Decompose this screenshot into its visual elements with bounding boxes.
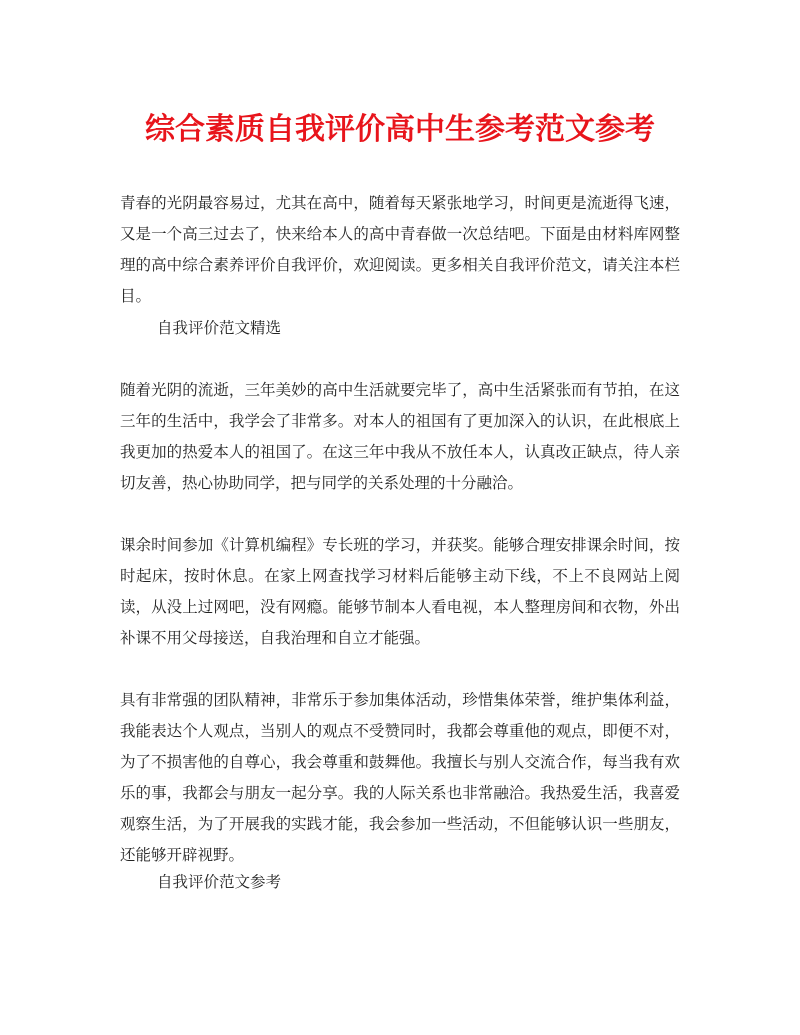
document-title: 综合素质自我评价高中生参考范文参考 — [145, 112, 655, 147]
body-paragraph: 课余时间参加《计算机编程》专长班的学习，并获奖。能够合理安排课余时间，按时起床，按时休息。在家上网查找学习材料后能够主动下线，不上不良网站上阅读，从没上过网吧，没有网瘾。能够节制本人看电视，本人整理房间和衣物，外出补课不用父母接送，自我治理和自立才能强。 — [120, 536, 680, 647]
section-heading-selected-samples: 自我评价范文精选 — [157, 319, 282, 337]
body-paragraph: 随着光阴的流逝，三年美妙的高中生活就要完毕了，高中生活紧张而有节拍，在这三年的生活中，我学会了非常多。对本人的祖国有了更加深入的认识，在此根底上我更加的热爱本人的祖国了。在这三年中我从不放任本人，认真改正缺点，待人亲切友善，热心协助同学，把与同学的关系处理的十分融洽。 — [120, 381, 680, 492]
section-heading-reference-samples: 自我评价范文参考 — [157, 873, 282, 891]
intro-paragraph: 青春的光阴最容易过，尤其在高中，随着每天紧张地学习，时间更是流逝得飞速，又是一个高三过去了，快来给本人的高中青春做一次总结吧。下面是由材料库网整理的高中综合素养评价自我评价，欢迎阅读。更多相关自我评价范文，请关注本栏目。 — [120, 194, 680, 305]
body-paragraph: 具有非常强的团队精神，非常乐于参加集体活动，珍惜集体荣誉，维护集体利益，我能表达个人观点，当别人的观点不受赞同时，我都会尊重他的观点，即便不对，为了不损害他的自尊心，我会尊重和鼓舞他。我擅长与别人交流合作，每当我有欢乐的事，我都会与朋友一起分享。我的人际关系也非常融洽。我热爱生活，我喜爱观察生活，为了开展我的实践才能，我会参加一些活动，不但能够认识一些朋友，还能够开辟视野。 — [120, 691, 680, 864]
